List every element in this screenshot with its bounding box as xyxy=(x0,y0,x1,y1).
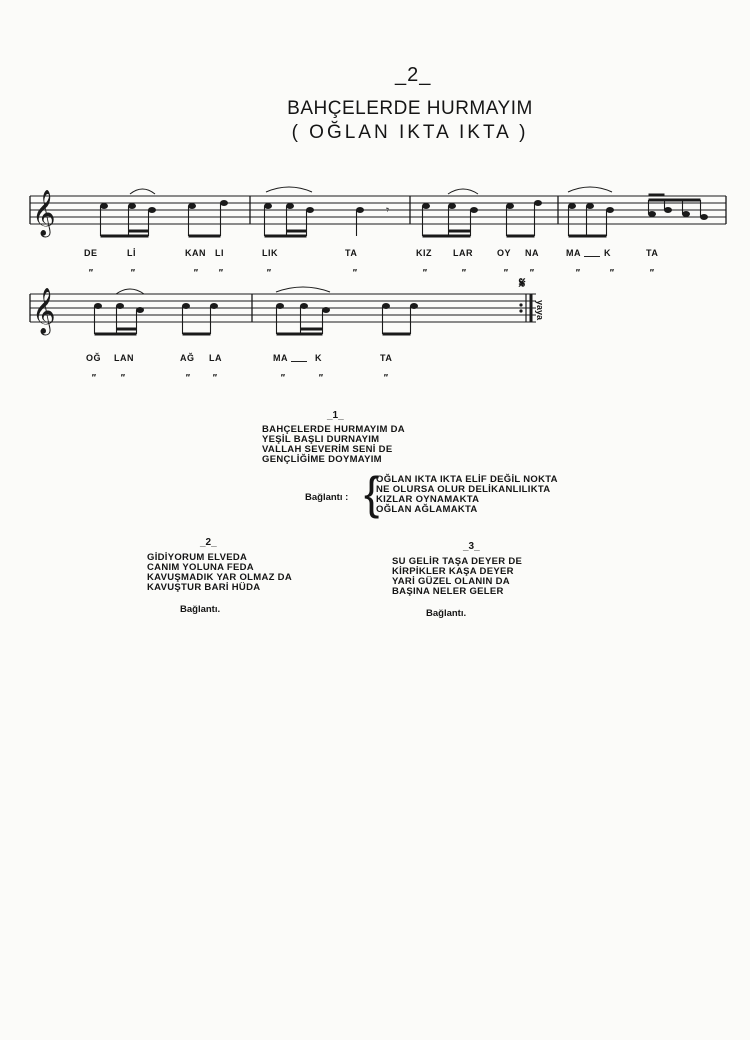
verse-line: SU GELİR TAŞA DEYER DE xyxy=(392,556,523,567)
lyric-syllable: MA xyxy=(566,248,581,258)
lyric-syllable: OY xyxy=(497,248,512,258)
verse-2-number: _2_ xyxy=(200,537,217,548)
note-head xyxy=(448,203,456,209)
lyric-syllable: OĞ xyxy=(86,353,102,363)
lyric-syllable: TA xyxy=(380,353,393,363)
song-title: BAHÇELERDE HURMAYIM xyxy=(287,98,533,119)
repeat-mark: " xyxy=(575,268,580,279)
lyric-syllable: TA xyxy=(345,248,358,258)
repeat-mark: " xyxy=(91,373,96,384)
repeat-mark: " xyxy=(318,373,323,384)
verse-2-text xyxy=(147,553,292,593)
yaya-label: yaya xyxy=(535,300,545,321)
repeat-mark: " xyxy=(529,268,534,279)
lyric-syllable: LI xyxy=(215,248,224,258)
repeat-mark: " xyxy=(88,268,93,279)
hyphen-line xyxy=(584,256,600,257)
beamed-note-group xyxy=(264,203,314,236)
note-head xyxy=(182,303,190,309)
note-head xyxy=(700,214,708,220)
refrain-line: NE OLURSA OLUR DELİKANLILIKTA xyxy=(376,484,551,495)
note-head xyxy=(300,303,308,309)
lyric-syllable: KIZ xyxy=(416,248,432,258)
refrain-text xyxy=(376,475,558,515)
lyric-syllable: MA xyxy=(273,353,288,363)
repeat-mark: " xyxy=(422,268,427,279)
note-head xyxy=(410,303,418,309)
verse-line: YARİ GÜZEL OLANIN DA xyxy=(392,576,510,587)
note-head xyxy=(128,203,136,209)
slur xyxy=(448,189,478,194)
slur xyxy=(276,287,330,292)
verse-3-refrain-label: Bağlantı. xyxy=(426,608,467,619)
verse-line: VALLAH SEVERİM SENİ DE xyxy=(262,444,393,455)
repeat-mark: " xyxy=(649,268,654,279)
note-head xyxy=(148,207,156,213)
repeat-mark: " xyxy=(130,268,135,279)
brace-icon: { xyxy=(364,467,380,519)
note-head xyxy=(506,203,514,209)
verse-line: KAVUŞTUR BARİ HÜDA xyxy=(147,582,261,593)
beamed-note-group xyxy=(100,203,156,236)
staff-line-1 xyxy=(30,196,726,224)
verse-line: BAŞINA NELER GELER xyxy=(392,586,504,597)
note-head xyxy=(116,303,124,309)
note-head xyxy=(664,207,672,213)
repeat-mark: " xyxy=(352,268,357,279)
refrain-line: KIZLAR OYNAMAKTA xyxy=(376,494,480,505)
refrain-line: OĞLAN IKTA IKTA ELİF DEĞİL NOKTA xyxy=(376,474,558,485)
verse-1-text xyxy=(262,425,405,465)
repeat-mark: " xyxy=(185,373,190,384)
note-head xyxy=(606,207,614,213)
verse-line: YEŞİL BAŞLI DURNAYIM xyxy=(262,434,380,445)
refrain-line: OĞLAN AĞLAMAKTA xyxy=(376,504,478,515)
repeat-mark: " xyxy=(609,268,614,279)
note-head xyxy=(568,203,576,209)
note-head xyxy=(356,207,364,213)
note-head xyxy=(534,200,542,206)
repeat-mark: " xyxy=(218,268,223,279)
lyric-syllable: KAN xyxy=(185,248,206,258)
lyric-syllable: LAN xyxy=(114,353,134,363)
note-head xyxy=(682,211,690,217)
lyric-syllable: LAR xyxy=(453,248,473,258)
repeat-mark: " xyxy=(120,373,125,384)
hyphen-line xyxy=(291,361,307,362)
svg-text:𝄞: 𝄞 xyxy=(32,190,56,236)
segno-sign: 𝄋 xyxy=(519,275,526,292)
refrain-label: Bağlantı : xyxy=(305,492,349,503)
verse-line: KİRPİKLER KAŞA DEYER xyxy=(392,566,514,577)
lyric-syllable: TA xyxy=(646,248,659,258)
slur xyxy=(116,289,144,294)
lyric-syllable: Lİ xyxy=(127,248,136,258)
note-head xyxy=(94,303,102,309)
verse-2-refrain-label: Bağlantı. xyxy=(180,604,221,615)
lyric-syllable: LIK xyxy=(262,248,278,258)
repeat-mark: " xyxy=(212,373,217,384)
note-head xyxy=(210,303,218,309)
treble-clef-icon xyxy=(32,190,56,336)
verse-line: CANIM YOLUNA FEDA xyxy=(147,562,254,573)
lyric-syllable: DE xyxy=(84,248,98,258)
note-head xyxy=(220,200,228,206)
beamed-note-group xyxy=(568,203,614,236)
repeat-mark: " xyxy=(280,373,285,384)
note-head xyxy=(136,307,144,313)
note-head xyxy=(100,203,108,209)
verse-3-number: _3_ xyxy=(463,541,480,552)
repeat-mark: " xyxy=(193,268,198,279)
note-head xyxy=(306,207,314,213)
repeat-mark: " xyxy=(503,268,508,279)
song-subtitle: ( OĞLAN IKTA IKTA ) xyxy=(291,122,529,143)
slur xyxy=(130,189,155,194)
slur xyxy=(266,187,312,192)
lyric-syllable: K xyxy=(604,248,611,258)
notes-line-1 xyxy=(100,187,708,236)
beamed-note-group xyxy=(422,203,478,236)
note-head xyxy=(586,203,594,209)
note-head xyxy=(286,203,294,209)
verse-line: GENÇLİĞİME DOYMAYIM xyxy=(262,454,382,465)
verse-line: BAHÇELERDE HURMAYIM DA xyxy=(262,424,405,435)
staff-line-2 xyxy=(30,294,536,322)
note-head xyxy=(422,203,430,209)
verse-3-text xyxy=(392,557,522,597)
verse-line: KAVUŞMADIK YAR OLMAZ DA xyxy=(147,572,293,583)
lyric-syllable: AĞ xyxy=(180,353,195,363)
beamed-note-group xyxy=(648,195,708,220)
verse-line: GİDİYORUM ELVEDA xyxy=(147,552,248,563)
repeat-mark: " xyxy=(266,268,271,279)
repeat-mark: " xyxy=(461,268,466,279)
note-head xyxy=(382,303,390,309)
lyric-syllable: LA xyxy=(209,353,222,363)
lyric-syllable: NA xyxy=(525,248,539,258)
note-head xyxy=(276,303,284,309)
note-head xyxy=(188,203,196,209)
rest-icon: 𝄾 xyxy=(386,203,390,217)
lyric-syllable: K xyxy=(315,353,322,363)
note-head xyxy=(470,207,478,213)
beamed-note-group xyxy=(506,200,542,236)
repeat-mark: " xyxy=(383,373,388,384)
slur xyxy=(568,187,612,192)
single-note xyxy=(356,207,364,236)
verse-1-number: _1_ xyxy=(327,410,344,421)
svg-text:𝄞: 𝄞 xyxy=(32,288,56,334)
page-number: _2_ xyxy=(395,64,432,86)
music-score xyxy=(0,0,750,400)
note-head xyxy=(322,307,330,313)
beamed-note-group xyxy=(188,200,228,236)
note-head xyxy=(648,211,656,217)
note-head xyxy=(264,203,272,209)
